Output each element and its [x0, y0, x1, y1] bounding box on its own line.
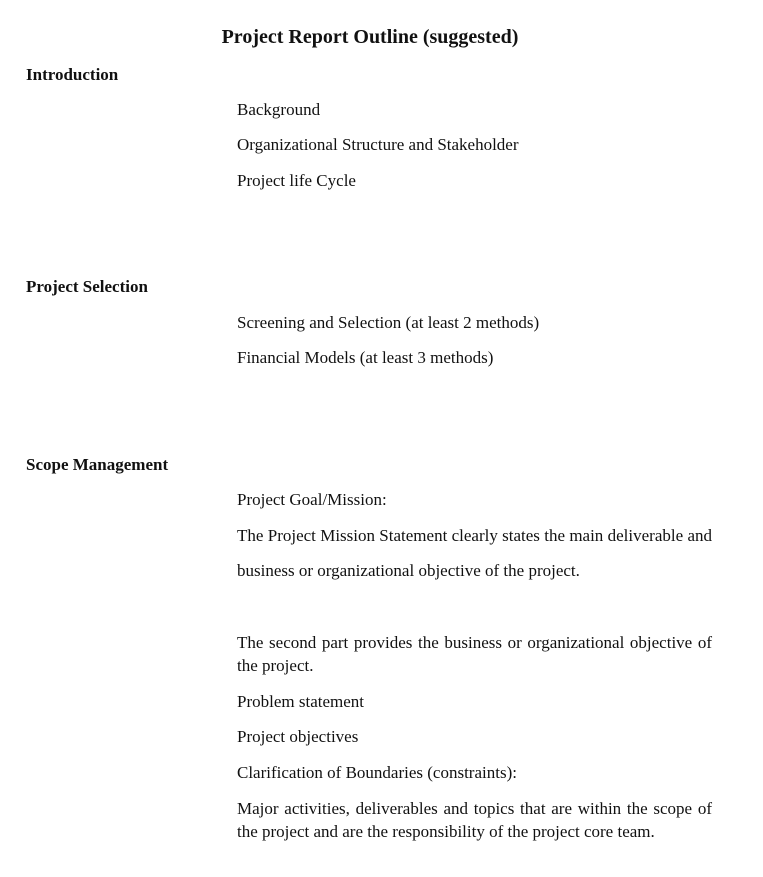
- list-item: Background: [237, 100, 321, 119]
- section-heading-project-selection: Project Selection: [26, 277, 148, 296]
- section-heading-introduction: Introduction: [26, 65, 119, 84]
- section-heading-scope-management: Scope Management: [26, 455, 169, 474]
- list-item: Problem statement: [237, 692, 365, 711]
- list-item: Project objectives: [237, 727, 359, 746]
- paragraph-mission-statement: The Project Mission Statement clearly states the main deliverable and business or organizational objective of the project.: [237, 526, 712, 580]
- list-item: Screening and Selection (at least 2 methods): [237, 313, 540, 332]
- list-item: Financial Models (at least 3 methods): [237, 348, 494, 367]
- list-item: Organizational Structure and Stakeholder: [237, 135, 519, 154]
- paragraph-second-part: The second part provides the business or organizational objective of the project.: [237, 633, 712, 675]
- list-item: Project Goal/Mission:: [237, 490, 387, 509]
- list-item: Clarification of Boundaries (constraints):: [237, 763, 517, 782]
- paragraph-major-activities: Major activities, deliverables and topics that are within the scope of the project and are the responsibility of the project core team.: [237, 799, 712, 841]
- page-title: Project Report Outline (suggested): [221, 26, 519, 48]
- list-item: Project life Cycle: [237, 171, 356, 190]
